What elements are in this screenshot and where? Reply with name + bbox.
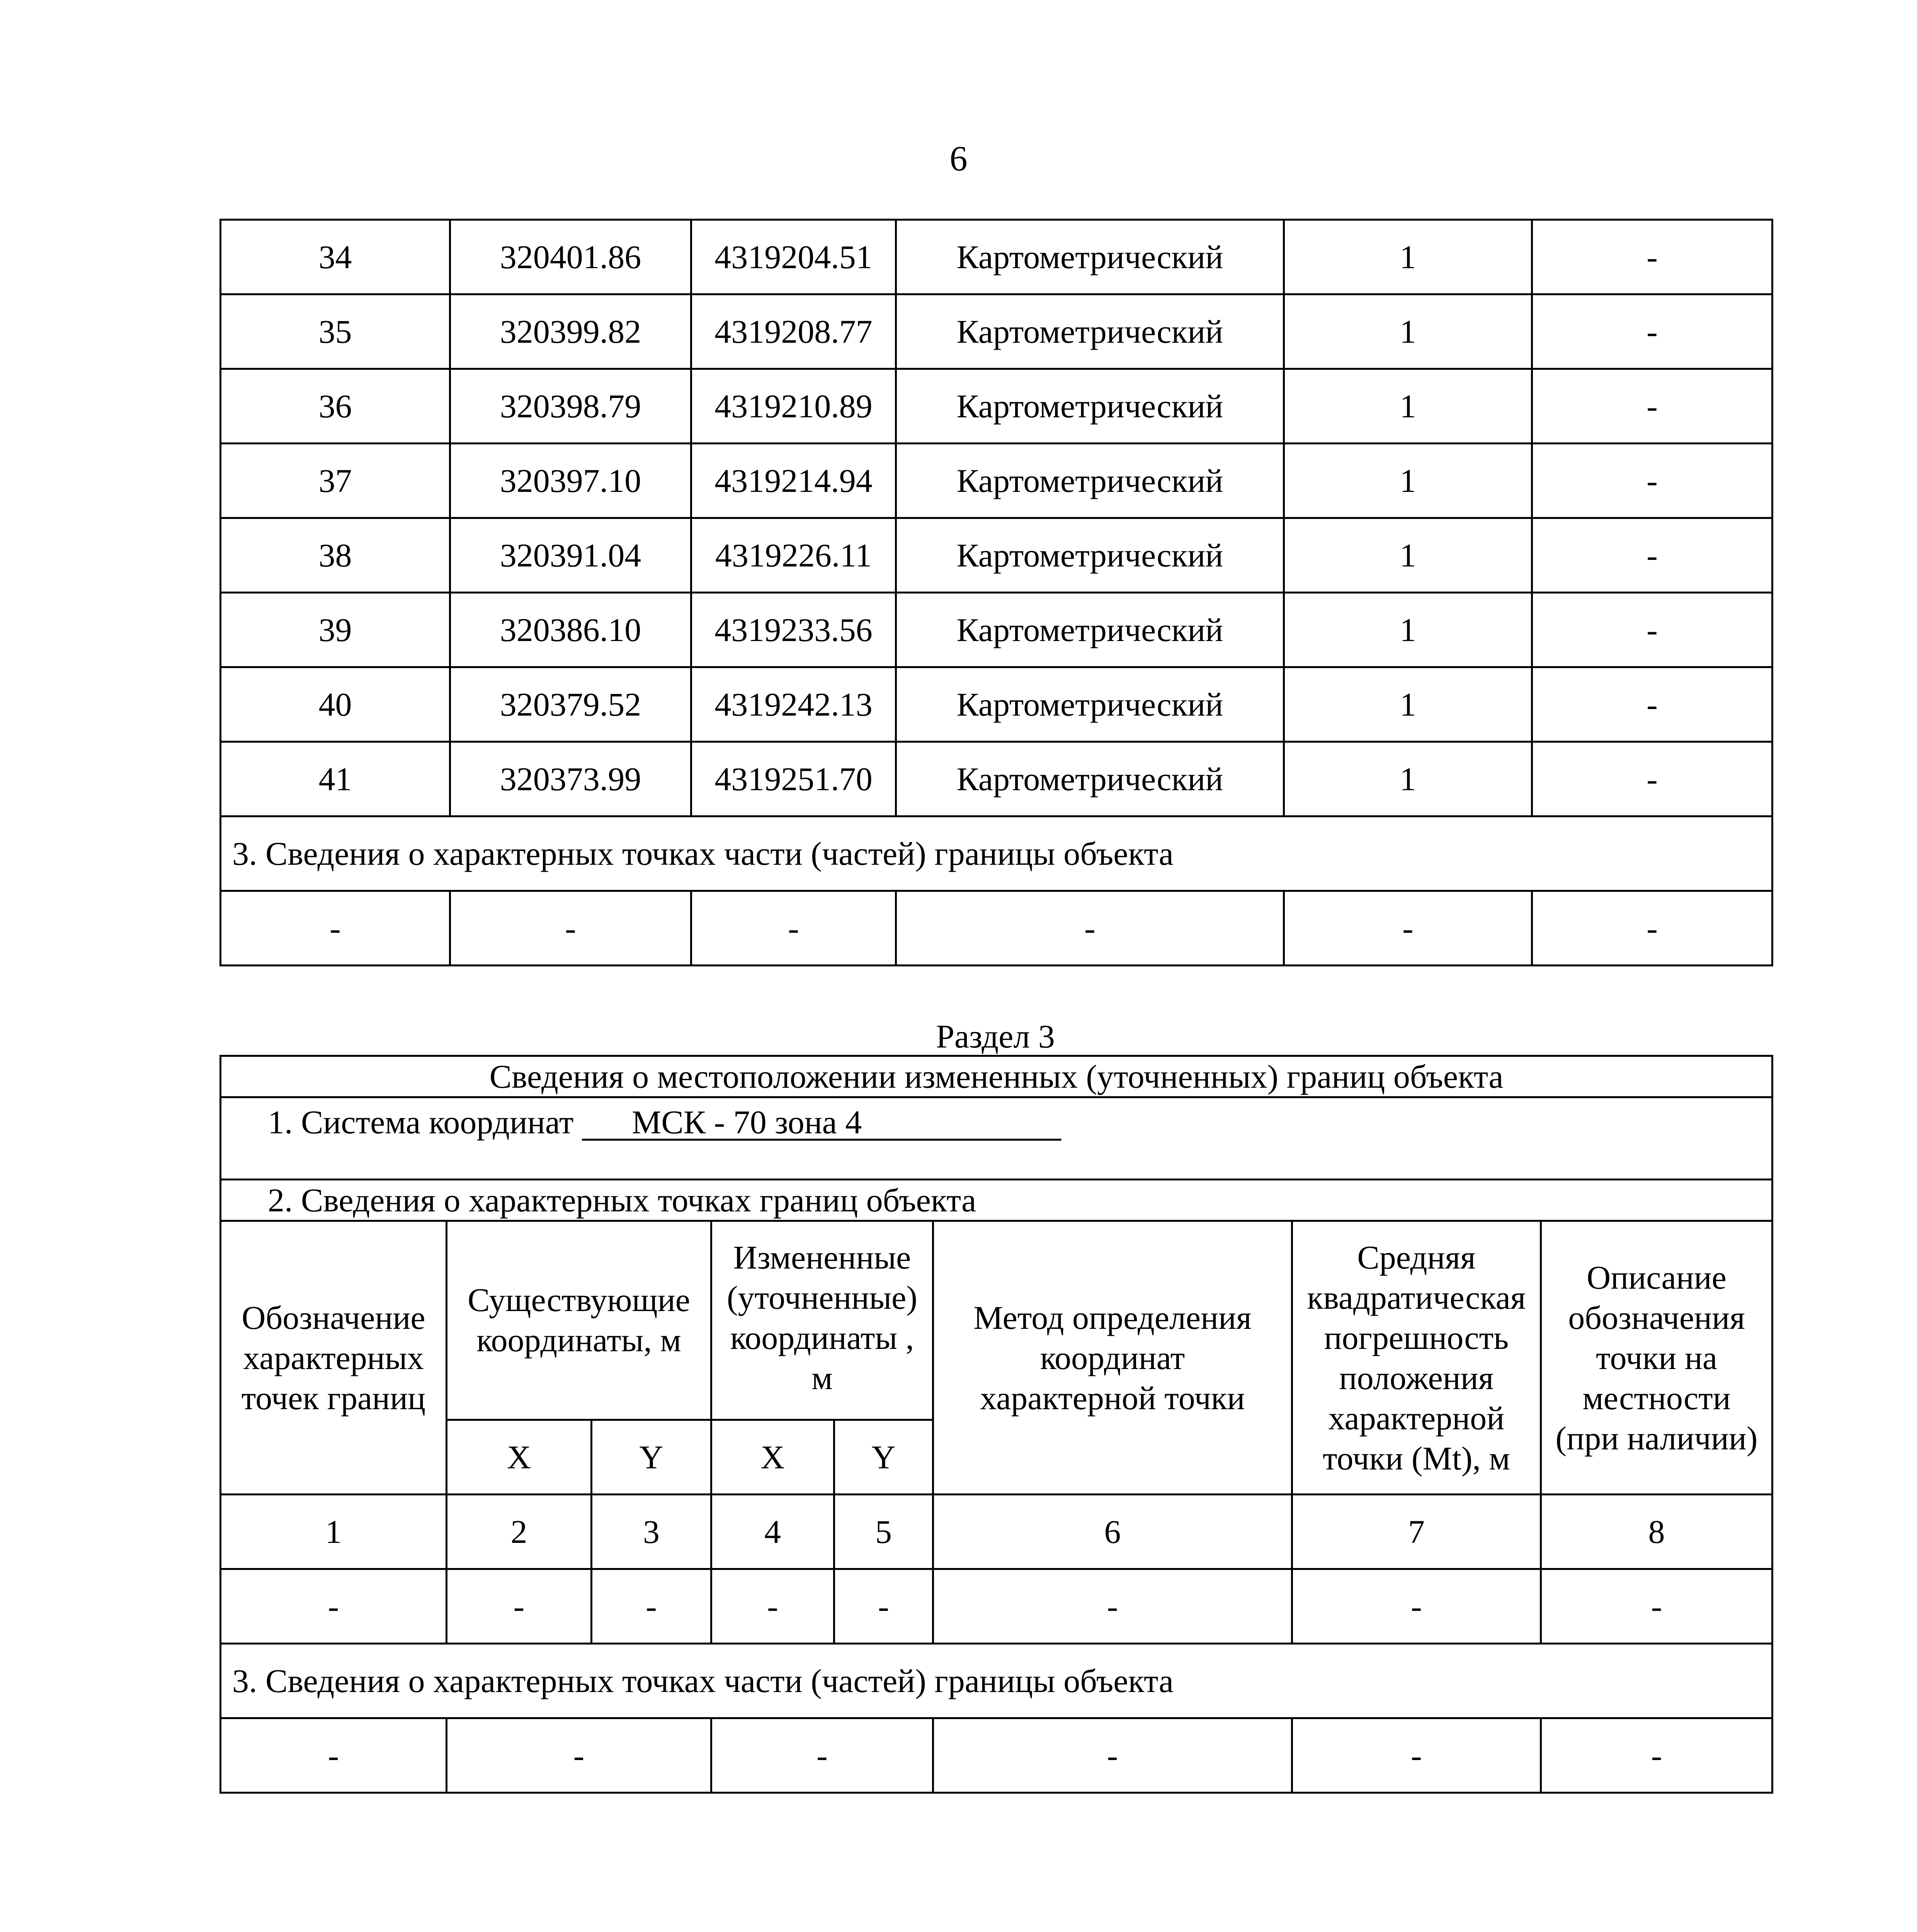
header-line: местности [1582, 1379, 1731, 1417]
empty-cell: - [711, 1718, 933, 1793]
table-row [221, 220, 1772, 294]
empty-cell: - [691, 891, 896, 966]
empty-cell: - [834, 1569, 933, 1644]
table-row [221, 444, 1772, 518]
method: Картометрический [896, 444, 1284, 518]
column-number: 4 [711, 1495, 834, 1569]
header-line: точки на [1596, 1339, 1718, 1376]
header-line: Измененные [733, 1239, 911, 1276]
header-existing-coords [447, 1221, 711, 1420]
header-line: характерной [1328, 1399, 1505, 1437]
coord-y: 4319214.94 [691, 444, 896, 518]
coord-y: 4319210.89 [691, 369, 896, 444]
description: - [1532, 518, 1772, 593]
method: Картометрический [896, 742, 1284, 816]
page-number: 6 [949, 139, 968, 178]
section-label: Раздел 3 [936, 1018, 1055, 1055]
coord-system-value: МСК - 70 зона 4 [631, 1104, 862, 1141]
coord-x: 320379.52 [450, 667, 691, 742]
mt-value: 1 [1284, 369, 1532, 444]
description: - [1532, 742, 1772, 816]
empty-cell: - [221, 1718, 447, 1793]
header-changed-coords [711, 1221, 933, 1420]
coord-x: 320401.86 [450, 220, 691, 294]
header-line: м [811, 1359, 833, 1396]
empty-cell: - [1284, 891, 1532, 966]
section3-table [219, 1055, 1773, 1794]
coord-system-label: 1. Система координат [268, 1104, 574, 1141]
method: Картометрический [896, 220, 1284, 294]
coord-x: 320391.04 [450, 518, 691, 593]
mt-value: 1 [1284, 294, 1532, 369]
coord-y: 4319226.11 [691, 518, 896, 593]
column-numbers-row [221, 1495, 1772, 1569]
method: Картометрический [896, 369, 1284, 444]
table-row [221, 1718, 1772, 1793]
column-number: 6 [933, 1495, 1292, 1569]
empty-cell: - [221, 1569, 447, 1644]
empty-cell: - [1292, 1718, 1541, 1793]
parts-heading: 3. Сведения о характерных точках части (частей) границы объекта [221, 1644, 1772, 1718]
mt-value: 1 [1284, 667, 1532, 742]
description: - [1532, 220, 1772, 294]
column-number: 2 [447, 1495, 592, 1569]
point-number: 36 [221, 369, 450, 444]
table-row [221, 369, 1772, 444]
header-line: положения [1339, 1359, 1494, 1396]
section3-title: Сведения о местоположении измененных (уточненных) границ объекта [221, 1056, 1772, 1097]
header-method [933, 1221, 1292, 1495]
column-number: 5 [834, 1495, 933, 1569]
empty-cell: - [1541, 1569, 1772, 1644]
points-table [219, 219, 1773, 966]
header-line: (уточненные) [727, 1279, 917, 1316]
empty-cell: - [1292, 1569, 1541, 1644]
empty-cell: - [450, 891, 691, 966]
header-existing-x: X [447, 1420, 592, 1495]
coord-y: 4319242.13 [691, 667, 896, 742]
mt-value: 1 [1284, 220, 1532, 294]
header-existing-y: Y [592, 1420, 711, 1495]
description: - [1532, 593, 1772, 667]
header-line: координаты , [730, 1319, 914, 1356]
mt-value: 1 [1284, 518, 1532, 593]
header-line: погрешность [1324, 1319, 1509, 1356]
coord-y: 4319204.51 [691, 220, 896, 294]
point-number: 41 [221, 742, 450, 816]
header-line: координаты, м [476, 1321, 681, 1359]
table-row [221, 518, 1772, 593]
empty-cell: - [447, 1718, 711, 1793]
description: - [1532, 294, 1772, 369]
header-line: характерной точки [980, 1379, 1245, 1417]
header-line: координат [1040, 1339, 1185, 1376]
point-number: 40 [221, 667, 450, 742]
coord-x: 320373.99 [450, 742, 691, 816]
header-mt [1292, 1221, 1541, 1495]
description: - [1532, 369, 1772, 444]
coord-y: 4319233.56 [691, 593, 896, 667]
method: Картометрический [896, 667, 1284, 742]
header-description [1541, 1221, 1772, 1495]
table-row [221, 294, 1772, 369]
coord-y: 4319251.70 [691, 742, 896, 816]
description: - [1532, 667, 1772, 742]
point-number: 34 [221, 220, 450, 294]
header-line: Существующие [468, 1281, 690, 1318]
header-line: Метод определения [973, 1299, 1252, 1336]
header-line: точек границ [241, 1379, 426, 1417]
table-row [221, 742, 1772, 816]
point-number: 37 [221, 444, 450, 518]
mt-value: 1 [1284, 444, 1532, 518]
parts-heading: 3. Сведения о характерных точках части (частей) границы объекта [221, 816, 1772, 891]
coord-system-row [221, 1097, 1772, 1180]
point-number: 35 [221, 294, 450, 369]
header-line: обозначения [1568, 1299, 1745, 1336]
header-line: точки (Mt), м [1323, 1439, 1510, 1477]
coord-x: 320398.79 [450, 369, 691, 444]
column-number: 8 [1541, 1495, 1772, 1569]
method: Картометрический [896, 593, 1284, 667]
point-number: 38 [221, 518, 450, 593]
table-row [221, 891, 1772, 966]
header-line: Обозначение [242, 1299, 425, 1336]
header-point-designation [221, 1221, 447, 1495]
empty-cell: - [221, 891, 450, 966]
coord-x: 320397.10 [450, 444, 691, 518]
header-line: квадратическая [1307, 1279, 1526, 1316]
header-line: Средняя [1357, 1238, 1476, 1276]
empty-cell: - [1532, 891, 1772, 966]
empty-cell: - [933, 1718, 1292, 1793]
table-row [221, 593, 1772, 667]
column-number: 7 [1292, 1495, 1541, 1569]
mt-value: 1 [1284, 593, 1532, 667]
table-row [221, 1569, 1772, 1644]
empty-cell: - [592, 1569, 711, 1644]
empty-cell: - [1541, 1718, 1772, 1793]
empty-cell: - [711, 1569, 834, 1644]
empty-cell: - [896, 891, 1284, 966]
coord-x: 320386.10 [450, 593, 691, 667]
coord-x: 320399.82 [450, 294, 691, 369]
points-heading: 2. Сведения о характерных точках границ объекта [221, 1180, 1772, 1221]
header-line: Описание [1587, 1259, 1726, 1296]
header-changed-y: Y [834, 1420, 933, 1495]
header-line: (при наличии) [1555, 1419, 1758, 1457]
description: - [1532, 444, 1772, 518]
empty-cell: - [933, 1569, 1292, 1644]
method: Картометрический [896, 518, 1284, 593]
header-changed-x: X [711, 1420, 834, 1495]
header-line: характерных [243, 1339, 424, 1376]
coord-y: 4319208.77 [691, 294, 896, 369]
mt-value: 1 [1284, 742, 1532, 816]
empty-cell: - [447, 1569, 592, 1644]
column-number: 1 [221, 1495, 447, 1569]
column-number: 3 [592, 1495, 711, 1569]
table-row [221, 667, 1772, 742]
point-number: 39 [221, 593, 450, 667]
method: Картометрический [896, 294, 1284, 369]
